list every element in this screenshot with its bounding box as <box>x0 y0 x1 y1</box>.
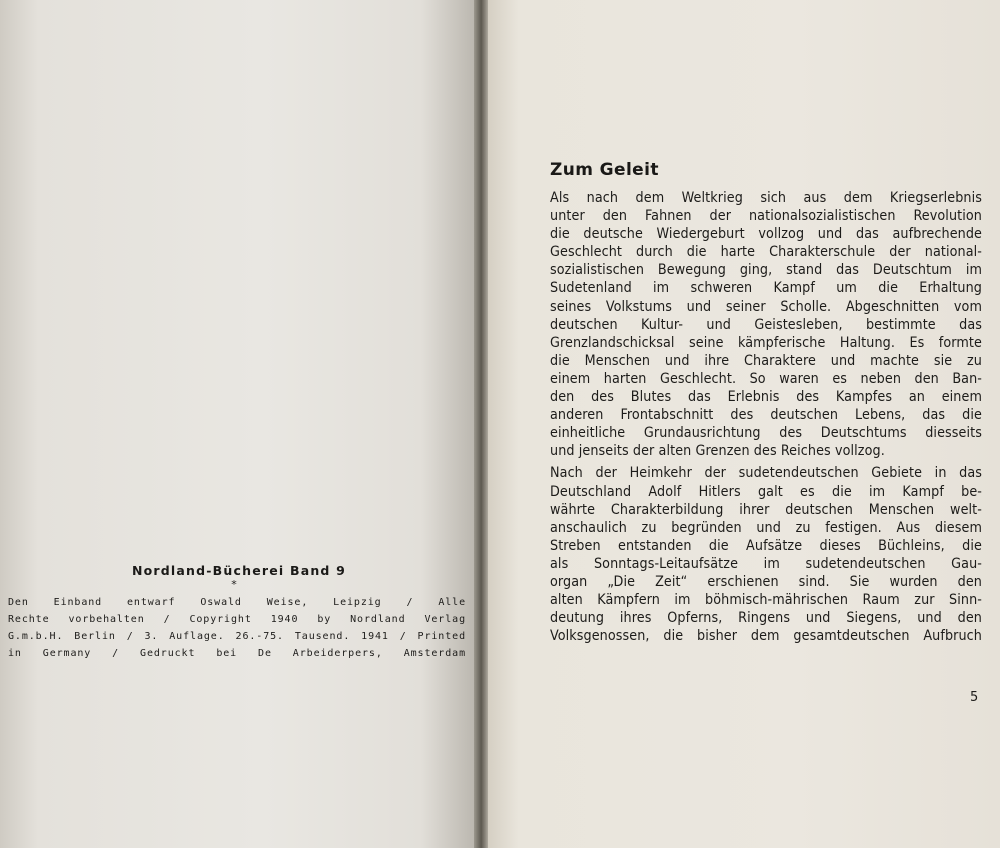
page-number: 5 <box>970 690 979 705</box>
imprint-line: Den Einband entwarf Oswald Weise, Leipzig / Alle <box>8 597 466 608</box>
text-line: Nach der Heimkehr der sudetendeutschen Gebiete in das <box>550 465 982 482</box>
text-line: anschaulich zu begründen und zu festigen. Aus diesem <box>550 519 982 536</box>
left-page <box>0 0 478 848</box>
text-line: unter den Fahnen der nationalsozialistischen Revolution <box>550 208 982 225</box>
text-line: die Menschen und ihre Charaktere und machte sie zu <box>550 352 982 369</box>
ornament-star: * <box>231 578 237 591</box>
foreword-text <box>550 158 982 649</box>
text-line: Geschlecht durch die harte Charakterschule der national- <box>550 244 982 261</box>
text-line: währte Charakterbildung ihrer deutschen Menschen welt- <box>550 501 982 518</box>
text-line: anderen Frontabschnitt des deutschen Lebens, das die <box>550 407 982 424</box>
text-line: seines Volkstums und seiner Scholle. Abgeschnitten vom <box>550 298 982 315</box>
text-line: Streben entstanden die Aufsätze dieses Büchleins, die <box>550 537 982 554</box>
series-title: Nordland-Bücherei Band 9 <box>131 563 347 578</box>
imprint-block <box>0 562 478 662</box>
text-line: alten Kämpfern im böhmisch-mährischen Raum zur Sinn- <box>550 592 982 609</box>
text-line: deutung ihres Opferns, Ringens und Siegens, und den <box>550 610 982 627</box>
text-line: organ „Die Zeit“ erschienen sind. Sie wurden den <box>550 573 982 590</box>
imprint-text <box>8 594 466 662</box>
imprint-line: G.m.b.H. Berlin / 3. Auflage. 26.-75. Tausend. 1941 / Printed <box>8 631 466 642</box>
imprint-line: Rechte vorbehalten / Copyright 1940 by Nordland Verlag <box>8 614 466 625</box>
text-line: deutschen Kultur- und Geistesleben, bestimmte das <box>550 316 982 333</box>
text-line: Volksgenossen, die bisher dem gesamtdeutschen Aufbruch <box>550 628 982 645</box>
text-line: Sudetenland im schweren Kampf um die Erhaltung <box>550 280 982 297</box>
text-line: die deutsche Wiedergeburt vollzog und das aufbrechende <box>550 226 982 243</box>
text-line: Als nach dem Weltkrieg sich aus dem Kriegserlebnis <box>550 190 982 206</box>
paragraph-1 <box>550 189 982 460</box>
imprint-line: in Germany / Gedruckt bei De Arbeiderpers, Amsterdam <box>8 648 466 659</box>
text-line: einheitliche Grundausrichtung des Deutschtums diesseits <box>550 425 982 442</box>
text-line: Deutschland Adolf Hitlers galt es die im Kampf be- <box>550 483 982 500</box>
text-line: Grenzlandschicksal seine kämpferische Haltung. Es formte <box>550 334 982 351</box>
text-line: als Sonntags-Leitaufsätze im sudetendeutschen Gau- <box>550 555 982 572</box>
text-line: den des Blutes das Erlebnis des Kampfes an einem <box>550 389 982 406</box>
paragraph-2 <box>550 464 982 645</box>
foreword-heading: Zum Geleit <box>550 160 659 180</box>
text-line: und jenseits der alten Grenzen des Reiches vollzog. <box>550 443 885 460</box>
text-line: einem harten Geschlecht. So waren es neben den Ban- <box>550 370 982 387</box>
text-line: sozialistischen Bewegung ging, stand das Deutschtum im <box>550 262 982 279</box>
